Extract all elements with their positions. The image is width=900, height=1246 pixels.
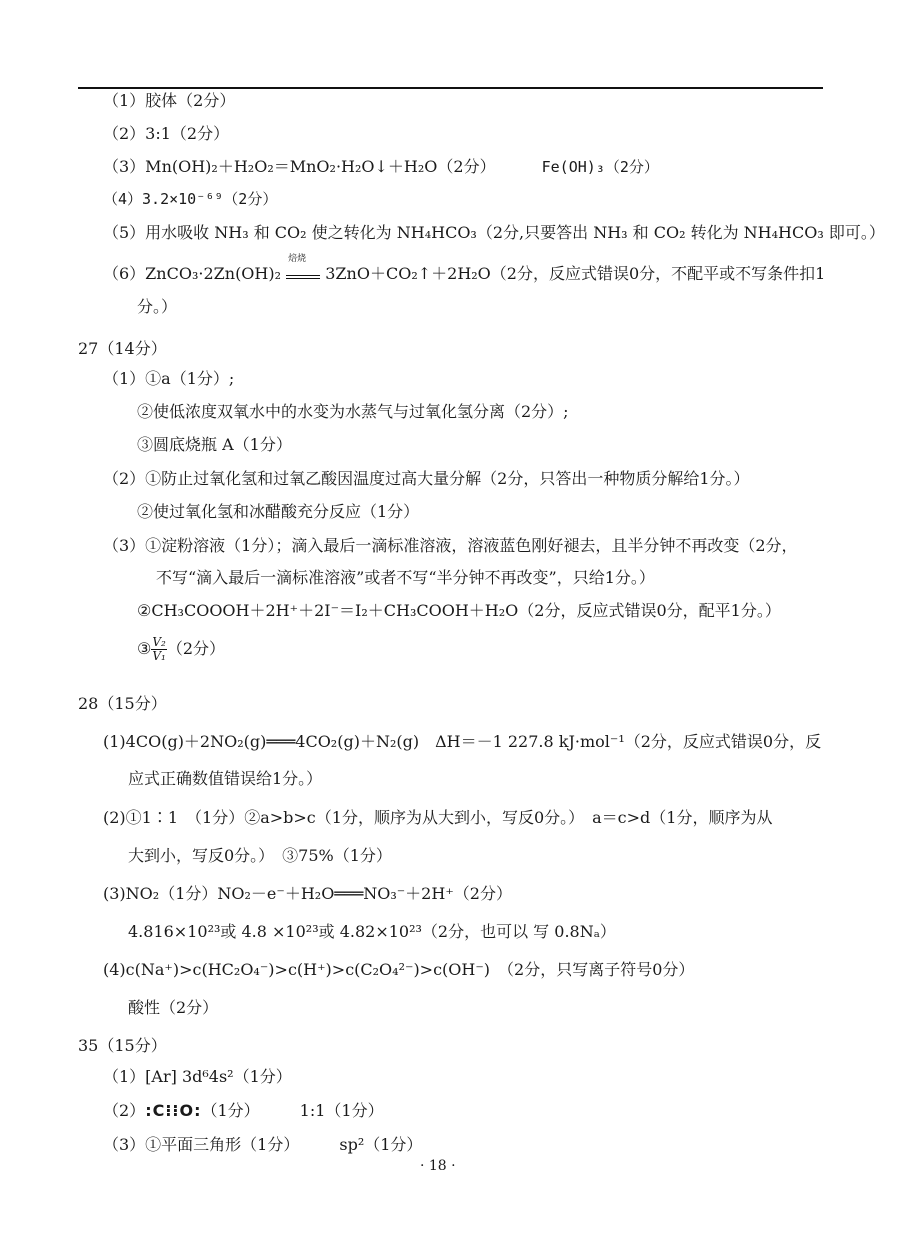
answer-27-3a: （3）①淀粉溶液（1分）；滴入最后一滴标准溶液，溶液蓝色刚好褪去，且半分钟不再改变（2分， bbox=[103, 536, 798, 555]
question-28-heading: 28（15分） bbox=[78, 694, 167, 713]
answer-27-1c: ③圆底烧瓶 A（1分） bbox=[137, 435, 292, 454]
volume-ratio-fraction: $\frac{\text{V₂}}{\text{V₁}}$ bbox=[152, 635, 166, 663]
question-35-heading: 35（15分） bbox=[78, 1036, 167, 1055]
answer-26-5: （5）用水吸收 NH₃ 和 CO₂ 使之转化为 NH₄HCO₃（2分,只要答出 NH₃ 和 CO₂ 转化为 NH₄HCO₃ 即可。） bbox=[103, 223, 885, 242]
top-rule bbox=[78, 87, 823, 89]
answer-35-1: （1）[Ar] 3d⁶4s²（1分） bbox=[103, 1067, 292, 1086]
lewis-structure-co: :C⁝⁝O: bbox=[145, 1101, 202, 1120]
answer-26-3-alt: Fe(OH)₃（2分） bbox=[541, 158, 659, 176]
page-number: · 18 · bbox=[420, 1158, 456, 1174]
question-27-heading: 27（14分） bbox=[78, 339, 167, 358]
answer-27-3c: ③ $\frac{\text{V₂}}{\text{V₁}}$ （2分） bbox=[137, 635, 226, 663]
answer-28-2-continued: 大到小，写反0分。） ③75%（1分） bbox=[128, 846, 392, 865]
answer-28-3: (3)NO₂（1分）NO₂－e⁻＋H₂O═══NO₃⁻＋2H⁺（2分） bbox=[103, 884, 512, 903]
answer-28-2: (2)①1∶1 （1分）②a>b>c（1分，顺序为从大到小，写反0分。） a＝c>d（1分，顺序为从 bbox=[103, 808, 773, 827]
answer-26-3 bbox=[103, 156, 659, 178]
answer-26-3-equation: （3）Mn(OH)₂＋H₂O₂＝MnO₂·H₂O↓＋H₂O（2分） bbox=[103, 157, 496, 176]
answer-26-1: （1）胶体（2分） bbox=[103, 91, 236, 110]
answer-26-4: （4）3.2×10⁻⁶⁹（2分） bbox=[103, 190, 278, 208]
answer-27-1b: ②使低浓度双氧水中的水变为水蒸气与过氧化氢分离（2分）; bbox=[137, 402, 569, 421]
answer-26-2: （2）3:1（2分） bbox=[103, 124, 230, 143]
answer-28-1-continued: 应式正确数值错误给1分。） bbox=[128, 769, 323, 788]
answer-26-6-continued: 分。） bbox=[137, 297, 178, 316]
answer-27-1a: （1）①a（1分）; bbox=[103, 369, 235, 388]
answer-26-6-products: 3ZnO＋CO₂↑＋2H₂O（2分，反应式错误0分，不配平或不写条件扣1 bbox=[325, 264, 826, 283]
answer-27-3b: ②CH₃COOOH＋2H⁺＋2I⁻＝I₂＋CH₃COOH＋H₂O（2分，反应式错误0分，配平1分。） bbox=[137, 601, 781, 620]
answer-35-2: （2）:C⁝⁝O:（1分） 1:1（1分） bbox=[103, 1101, 384, 1120]
answer-26-6 bbox=[103, 253, 826, 286]
answer-27-3a-continued: 不写“滴入最后一滴标准溶液”或者不写“半分钟不再改变”，只给1分。） bbox=[156, 568, 655, 587]
answer-28-4-continued: 酸性（2分） bbox=[128, 998, 219, 1017]
answer-35-3: （3）①平面三角形（1分） sp²（1分） bbox=[103, 1135, 423, 1154]
answer-27-2a: （2）①防止过氧化氢和过氧乙酸因温度过高大量分解（2分，只答出一种物质分解给1分。） bbox=[103, 469, 750, 488]
answer-28-1: (1)4CO(g)＋2NO₂(g)═══4CO₂(g)＋N₂(g) ΔH＝－1 227.8 kJ·mol⁻¹（2分，反应式错误0分，反 bbox=[103, 732, 822, 751]
answer-27-2b: ②使过氧化氢和冰醋酸充分反应（1分） bbox=[137, 502, 420, 521]
reaction-condition-arrow: 焙烧 bbox=[286, 264, 320, 286]
answer-28-4: (4)c(Na⁺)>c(HC₂O₄⁻)>c(H⁺)>c(C₂O₄²⁻)>c(OH⁻) （2分，只写离子符号0分） bbox=[103, 960, 695, 979]
answer-26-6-reactant: （6）ZnCO₃·2Zn(OH)₂ bbox=[103, 264, 282, 283]
answer-28-3-continued: 4.816×10²³或 4.8 ×10²³或 4.82×10²³（2分，也可以 写 0.8Nₐ） bbox=[128, 922, 616, 941]
